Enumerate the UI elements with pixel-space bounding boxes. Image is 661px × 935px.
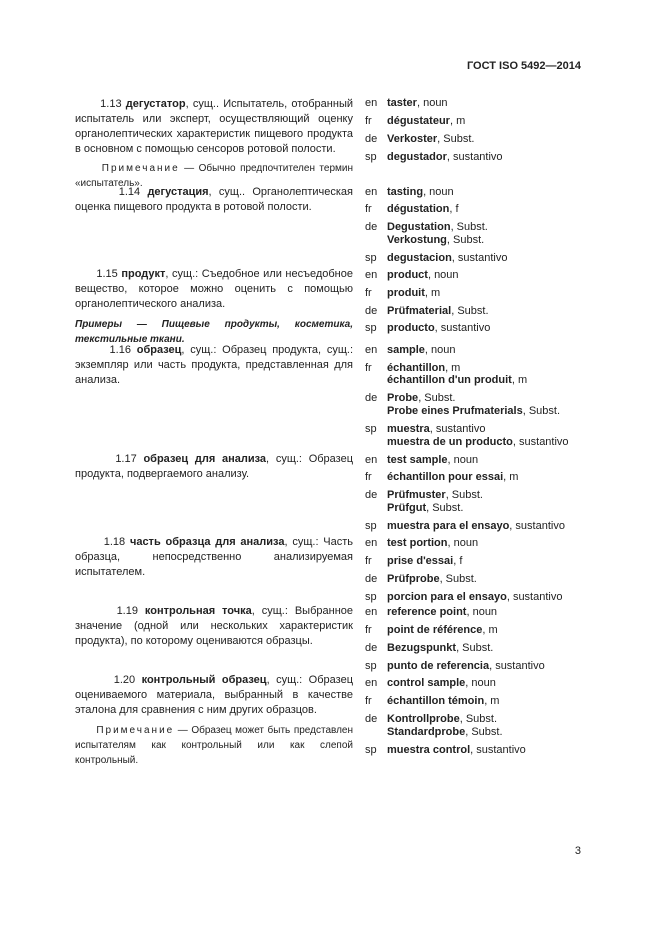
lang-code: en: [365, 537, 378, 549]
translation-term: [387, 185, 454, 199]
lang-code: fr: [365, 624, 372, 636]
lang-code: en: [365, 606, 378, 618]
grammar: , Subst.: [446, 234, 485, 246]
lang-code: fr: [365, 287, 372, 299]
grammar: , Subst.: [451, 305, 489, 317]
lang-code: fr: [365, 362, 372, 374]
page-number: 3: [574, 845, 581, 857]
term: muestra: [387, 423, 430, 435]
lang-code: en: [365, 97, 378, 109]
translation-row: [365, 536, 479, 550]
translation-row: [365, 519, 565, 533]
lang-code: en: [365, 344, 378, 356]
lang-code: fr: [365, 115, 372, 127]
translation-term: [387, 391, 455, 405]
term: producto: [387, 322, 435, 334]
term: Prüfmuster: [387, 489, 446, 501]
term: Standardprobe: [387, 726, 466, 738]
translation-row: [365, 676, 496, 690]
grammar: , Subst.: [418, 392, 456, 404]
grammar: , m: [449, 115, 466, 127]
translation-row: [365, 286, 441, 300]
term: muestra para el ensayo: [387, 520, 510, 532]
lang-code: fr: [365, 471, 372, 483]
translation-row: [365, 185, 454, 199]
entry-1-18: [75, 535, 353, 580]
translation-row: [365, 422, 486, 436]
grammar: , noun: [465, 677, 496, 689]
term: dégustation: [387, 203, 450, 215]
translation-row: [365, 659, 545, 673]
translation-term: [387, 659, 545, 673]
term: produit: [387, 287, 425, 299]
translation-term: [387, 743, 526, 757]
translation-row: [365, 453, 479, 467]
grammar: , sustantivo: [446, 151, 503, 163]
entry-1-14: [75, 185, 353, 215]
translation-term: [387, 488, 483, 502]
term: tasting: [387, 186, 424, 198]
grammar: , noun: [466, 606, 498, 618]
grammar: , Subst.: [426, 502, 464, 514]
grammar: , sustantivo: [512, 436, 569, 448]
translation-term: [387, 150, 503, 164]
translation-term: [387, 536, 478, 550]
grammar: , sustantivo: [451, 252, 508, 264]
translation-row: [365, 202, 459, 216]
translation-term: [387, 605, 497, 619]
translation-row: [365, 132, 475, 146]
translation-row: [365, 251, 508, 265]
translation-term: [387, 435, 569, 449]
translation-term: [387, 202, 459, 216]
translation-row: [365, 641, 494, 655]
grammar: , Subst.: [437, 133, 475, 145]
example: Примеры — Пищевые продукты, косметика, текстильные ткани.: [75, 319, 353, 345]
translation-term: [387, 132, 474, 146]
lang-code: sp: [365, 252, 377, 264]
translation-term: [387, 114, 465, 128]
note: Примечание — Образец может быть представлен испытателям как контрольный или как слепой контрольный.: [75, 725, 354, 766]
lang-code: sp: [365, 744, 377, 756]
translation-term: [387, 572, 477, 586]
term: Prüfmaterial: [387, 305, 452, 317]
grammar: , m: [503, 471, 519, 483]
translation-term: [387, 373, 527, 387]
lang-code: sp: [365, 423, 377, 435]
term: reference point: [387, 606, 467, 618]
translation-term: [387, 641, 493, 655]
translation-term: [387, 453, 478, 467]
grammar: , f: [453, 555, 463, 567]
translation-term: [387, 220, 488, 234]
term: Prüfgut: [387, 502, 427, 514]
entry-text: 1.16 образец, сущ.: Образец продукта, сущ.: экземпляр или часть продукта, представленная для анализа.: [75, 344, 354, 386]
translation-row: [365, 572, 477, 586]
lang-code: de: [365, 573, 378, 585]
term: sample: [387, 344, 425, 356]
translation-term: [387, 590, 562, 604]
grammar: , m: [445, 362, 461, 374]
lang-code: de: [365, 133, 378, 145]
grammar: , Subst.: [522, 405, 561, 417]
term: taster: [387, 97, 417, 109]
translation-term: [387, 286, 440, 300]
entry-1-15: [75, 267, 353, 347]
translation-row: [365, 268, 459, 282]
entry-1-20: [75, 673, 353, 768]
translation-term: [387, 96, 448, 110]
grammar: , Subst.: [445, 489, 483, 501]
translation-term: [387, 343, 456, 357]
term: test sample: [387, 454, 448, 466]
translation-row: [365, 391, 456, 405]
grammar: , noun: [427, 269, 459, 281]
term: échantillon d'un produit: [387, 374, 512, 386]
term: test portion: [387, 537, 448, 549]
grammar: , sustantivo: [506, 591, 563, 603]
entry-text: 1.20 контрольный образец, сущ.: Образец оцениваемого материала, выбранный в качестве эталона для сравнения с ним других образцов.: [75, 674, 353, 716]
translation-row: [365, 404, 561, 418]
entry-1-13: [75, 97, 353, 191]
term: porcion para el ensayo: [387, 591, 507, 603]
translation-term: [387, 519, 565, 533]
lang-code: sp: [365, 322, 377, 334]
translation-row: [365, 373, 528, 387]
term: Prüfprobe: [387, 573, 440, 585]
translation-row: [365, 605, 498, 619]
term: échantillon pour essai: [387, 471, 504, 483]
translation-row: [365, 470, 519, 484]
translation-row: [365, 114, 466, 128]
grammar: , Subst.: [450, 221, 488, 233]
lang-code: sp: [365, 520, 377, 532]
translation-term: [387, 251, 507, 265]
term: dégustateur: [387, 115, 450, 127]
grammar: , m: [511, 374, 528, 386]
lang-code: sp: [365, 660, 377, 672]
entry-text: 1.14 дегустация, сущ.. Органолептическая оценка пищевого продукта в ротовой полости.: [75, 186, 354, 213]
term: product: [387, 269, 428, 281]
grammar: , Subst.: [439, 573, 477, 585]
grammar: , Subst.: [459, 713, 498, 725]
translation-term: [387, 422, 485, 436]
translation-term: [387, 501, 463, 515]
entry-text: 1.13 дегустатор, сущ.. Испытатель, отобранный испытатель или эксперт, осуществляющий оценку органолептических характеристик пищевого продукта в основном с помощью сенсоров ротовой полости.: [75, 98, 353, 155]
entry-text: 1.19 контрольная точка, сущ.: Выбранное значение (одной или нескольких характеристик продукта), по которому оцениваются образцы.: [75, 605, 354, 647]
lang-code: de: [365, 221, 378, 233]
lang-code: de: [365, 642, 378, 654]
term: Probe eines Prufmaterials: [387, 405, 523, 417]
term: Bezugspunkt: [387, 642, 457, 654]
translation-term: [387, 233, 484, 247]
lang-code: fr: [365, 203, 372, 215]
translation-row: [365, 488, 483, 502]
translation-term: [387, 712, 497, 726]
entry-1-17: [75, 452, 353, 482]
grammar: , noun: [447, 454, 479, 466]
translation-row: [365, 694, 500, 708]
term: échantillon témoin: [387, 695, 485, 707]
term: punto de referencia: [387, 660, 490, 672]
grammar: , Subst.: [465, 726, 503, 738]
translation-term: [387, 725, 503, 739]
grammar: , f: [449, 203, 459, 215]
grammar: , noun: [416, 97, 448, 109]
term: Kontrollprobe: [387, 713, 460, 725]
lang-code: en: [365, 677, 378, 689]
translation-row: [365, 435, 569, 449]
lang-code: en: [365, 269, 378, 281]
translation-row: [365, 725, 503, 739]
translation-row: [365, 321, 491, 335]
grammar: , noun: [424, 344, 456, 356]
lang-code: de: [365, 489, 378, 501]
grammar: , noun: [423, 186, 454, 198]
translation-row: [365, 501, 464, 515]
translation-term: [387, 676, 496, 690]
grammar: , sustantivo: [509, 520, 565, 532]
translation-row: [365, 623, 498, 637]
lang-code: en: [365, 186, 378, 198]
term: control sample: [387, 677, 466, 689]
translation-row: [365, 590, 563, 604]
translation-row: [365, 233, 485, 247]
document-header: ГОСТ ISO 5492—2014: [466, 60, 581, 72]
term: Degustation: [387, 221, 451, 233]
term: Probe: [387, 392, 419, 404]
translation-row: [365, 343, 456, 357]
translation-row: [365, 743, 526, 757]
lang-code: sp: [365, 591, 377, 603]
grammar: , m: [424, 287, 441, 299]
translation-term: [387, 554, 462, 568]
grammar: , sustantivo: [489, 660, 545, 672]
lang-code: fr: [365, 695, 372, 707]
term: muestra control: [387, 744, 471, 756]
entry-text: 1.18 часть образца для анализа, сущ.: Часть образца, непосредственно анализируемая испытателем.: [75, 536, 354, 578]
term: point de référence: [387, 624, 483, 636]
lang-code: de: [365, 713, 378, 725]
lang-code: sp: [365, 151, 377, 163]
translation-row: [365, 712, 498, 726]
translation-row: [365, 150, 503, 164]
grammar: , m: [484, 695, 500, 707]
grammar: , Subst.: [456, 642, 494, 654]
lang-code: de: [365, 305, 378, 317]
lang-code: de: [365, 392, 378, 404]
grammar: , sustantivo: [429, 423, 486, 435]
translation-row: [365, 96, 448, 110]
translation-term: [387, 321, 490, 335]
term: muestra de un producto: [387, 436, 513, 448]
translation-term: [387, 268, 459, 282]
translation-row: [365, 554, 463, 568]
term: degustador: [387, 151, 447, 163]
term: prise d'essai: [387, 555, 454, 567]
entry-text: 1.15 продукт, сущ.: Съедобное или несъедобное вещество, которое можно оценить с помощью органолептического анализа.: [75, 268, 353, 310]
grammar: , m: [482, 624, 498, 636]
grammar: , noun: [447, 537, 479, 549]
lang-code: en: [365, 454, 378, 466]
translation-term: [387, 304, 489, 318]
entry-text: 1.17 образец для анализа, сущ.: Образец продукта, подвергаемого анализу.: [75, 453, 354, 480]
term: Verkoster: [387, 133, 438, 145]
lang-code: fr: [365, 555, 372, 567]
term: échantillon: [387, 362, 446, 374]
grammar: , sustantivo: [470, 744, 526, 756]
translation-row: [365, 304, 489, 318]
note: Примечание — Обычно предпочтителен термин «испытатель».: [75, 163, 354, 189]
grammar: , sustantivo: [434, 322, 491, 334]
term: Verkostung: [387, 234, 447, 246]
entry-1-19: [75, 604, 353, 649]
translation-term: [387, 623, 498, 637]
translation-term: [387, 404, 560, 418]
term: degustacion: [387, 252, 452, 264]
translation-term: [387, 470, 518, 484]
translation-row: [365, 220, 488, 234]
translation-term: [387, 694, 499, 708]
entry-1-16: [75, 343, 353, 388]
